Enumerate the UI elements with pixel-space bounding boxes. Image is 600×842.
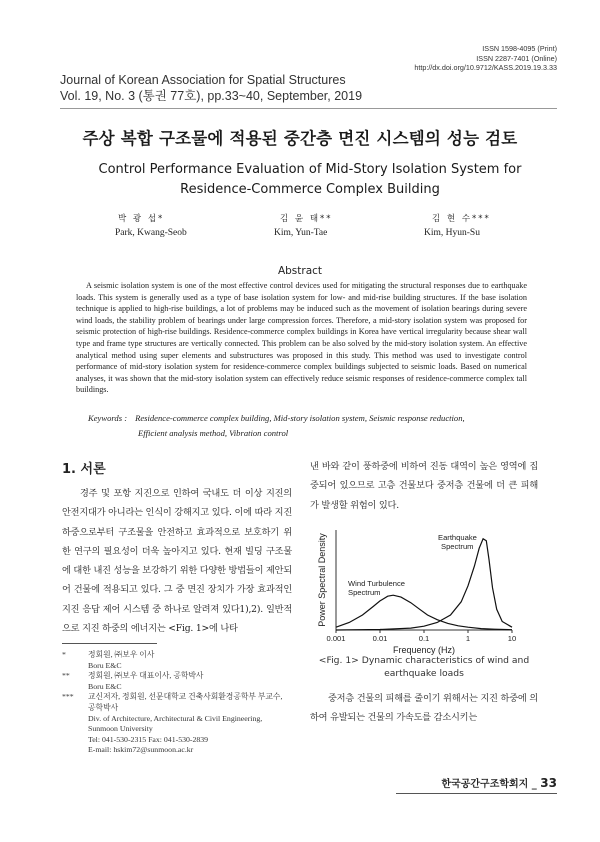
footnote-divider — [62, 643, 157, 644]
keywords — [88, 411, 528, 440]
x-tick-label: 1 — [465, 634, 471, 643]
volume-line: Vol. 19, No. 3 (통권 77호), pp.33~40, September, 2019 — [60, 89, 363, 103]
x-axis-label: Frequency (Hz) — [392, 645, 456, 655]
intro-paragraph-1: 경주 및 포항 지진으로 인하여 국내도 더 이상 지진의 안전지대가 아니라는 인식이 강해지고 있다. 이에 따라 지진 하중으로부터 구조물을 안전하고 효과적으로 보호하기 위한 연구의 필요성이 더욱 높아지고 있다. 현재 빌딩 구조물에 대한 내진 성능을 보강하기 위한 다양한 방법들이 제안되어 건물에 적용되고 있다. 그 중 면진 장치가 가장 효과적인 지진 응답 제어 시스템 중 하나로 알려져 있다1),2). 일반적으로 지진 하중의 에너지는 <Fig. 1>에 나타 — [62, 488, 292, 635]
abstract-text: A seismic isolation system is one of the most effective control devices used for mitigating the structural responses due to earthquake loads. This system is generally used as a type of base isolation system for low- and mid-rise building structures. If the base isolation technique is applied to high-rise buildings, a lot of problems may be induced such as the movement of isolation bearings during severe wind loads, the stability problem of bearings under large compression forces. Therefore, a mid-story isolation system was proposed for seismic protection of high-rise buildings. Residence-commerce complex buildings in Korea have vertical irregularity because shear wall type and frame type structures are vertically connected. This problem can be also solved by the mid-story isolation system. An effective analytical method using super elements and substructures was proposed in this study. This method was used to investigate control performance of mid-story isolation system for residence-commerce complex buildings subjected to seismic loads. Based on numerical analyses, it was shown that the mid-story isolation system can effectively reduce seismic responses of residence-commerce complex tall buildings. — [76, 281, 527, 395]
footnote-line: Sunmoon University — [88, 724, 153, 734]
doi-link[interactable]: http://dx.doi.org/10.9712/KASS.2019.19.3.33 — [414, 63, 557, 73]
header-divider — [60, 108, 557, 109]
footnote-2 — [62, 671, 302, 692]
x-tick-label: 10 — [507, 634, 517, 643]
y-axis-label: Power Spectral Density — [317, 533, 327, 627]
footnote-mark: ** — [62, 671, 70, 681]
author-2-en: Kim, Yun-Tae — [274, 228, 328, 238]
keywords-label: Keywords : — [88, 413, 128, 423]
section-heading: 1. 서론 — [62, 462, 106, 477]
wind-series-label-line2: Spectrum — [348, 588, 381, 597]
keywords-line1: Residence-commerce complex building, Mid-story isolation system, Seismic response reduction, — [135, 413, 465, 423]
issn-print: ISSN 1598-4095 (Print) — [482, 44, 557, 53]
author-2-ko: 김 윤 태** — [280, 214, 333, 224]
author-3 — [424, 212, 491, 240]
footnote-line: Boru E&C — [88, 660, 122, 670]
earthquake-series-label-line1: Earthquake — [438, 533, 477, 542]
author-1-ko: 박 광 섭* — [118, 214, 165, 224]
page-number: 33 — [540, 776, 557, 790]
footnote-3 — [62, 692, 302, 756]
footer-divider — [396, 793, 557, 794]
title-english-line2: Residence-Commerce Complex Building — [180, 182, 440, 197]
journal-name: Journal of Korean Association for Spatial Structures — [60, 73, 346, 87]
title-english — [60, 160, 560, 200]
page-footer — [441, 775, 557, 790]
author-3-en: Kim, Hyun-Su — [424, 228, 480, 238]
author-1-en: Park, Kwang-Seob — [115, 228, 187, 238]
wind-series-label-line1: Wind Turbulence — [348, 579, 405, 588]
footnote-line: Div. of Architecture, Architectural & Civil Engineering, — [88, 713, 263, 723]
figure-1-caption — [308, 654, 540, 680]
earthquake-series-label-line2: Spectrum — [441, 542, 474, 551]
footnote-line: Boru E&C — [88, 681, 122, 691]
footer-journal-name: 한국공간구조학회지 _ — [441, 779, 537, 790]
x-tick-label: 0.01 — [372, 634, 388, 643]
keywords-line2: Efficient analysis method, Vibration control — [138, 427, 289, 438]
intro-paragraph-1-continued: 낸 바와 같이 풍하중에 비하여 진동 대역이 높은 영역에 집중되어 있으므로 고층 건물보다 중저층 건물에 더 큰 피해가 발생할 위험이 있다. — [310, 461, 538, 511]
abstract-heading: Abstract — [277, 265, 323, 277]
issn-online: ISSN 2287-7401 (Online) — [476, 53, 557, 63]
author-3-ko: 김 현 수*** — [432, 214, 491, 224]
footnote-email[interactable]: E-mail: hskim72@sunmoon.ac.kr — [88, 745, 194, 755]
psd-chart — [308, 524, 540, 656]
footnote-line: 정회원, ㈜보우 대표이사, 공학박사 — [88, 671, 204, 681]
figure-1 — [308, 524, 540, 656]
journal-header — [60, 72, 362, 104]
title-english-line1: Control Performance Evaluation of Mid-Story Isolation System for — [98, 162, 522, 177]
footnote-line: 공학박사 — [88, 702, 119, 712]
x-tick-label: 0.001 — [326, 634, 346, 643]
footnote-mark: *** — [62, 692, 74, 702]
intro-paragraph-2: 중저층 건물의 피해를 줄이기 위해서는 지진 하중에 의하여 유발되는 건물의 가속도를 감소시키는 — [310, 693, 538, 724]
footnote-1 — [62, 650, 302, 671]
author-2 — [274, 212, 333, 240]
footnote-line: Tel: 041-530-2315 Fax: 041-530-2839 — [88, 734, 209, 744]
issn-block — [414, 44, 557, 73]
footnote-mark: * — [62, 650, 66, 659]
footnote-line: 정회원, ㈜보우 이사 — [88, 650, 155, 659]
x-tick-label: 0.1 — [418, 634, 430, 643]
footnote-line: 교신저자, 정회원, 선문대학교 건축사회환경공학부 부교수, — [88, 692, 283, 702]
caption-line1: <Fig. 1> Dynamic characteristics of wind and — [318, 655, 530, 666]
footnotes — [62, 650, 302, 756]
wind-spectrum-line — [336, 595, 512, 630]
title-korean: 주상 복합 구조물에 적용된 중간층 면진 시스템의 성능 검토 — [82, 129, 518, 148]
caption-line2: earthquake loads — [384, 668, 464, 679]
author-1 — [115, 212, 187, 240]
